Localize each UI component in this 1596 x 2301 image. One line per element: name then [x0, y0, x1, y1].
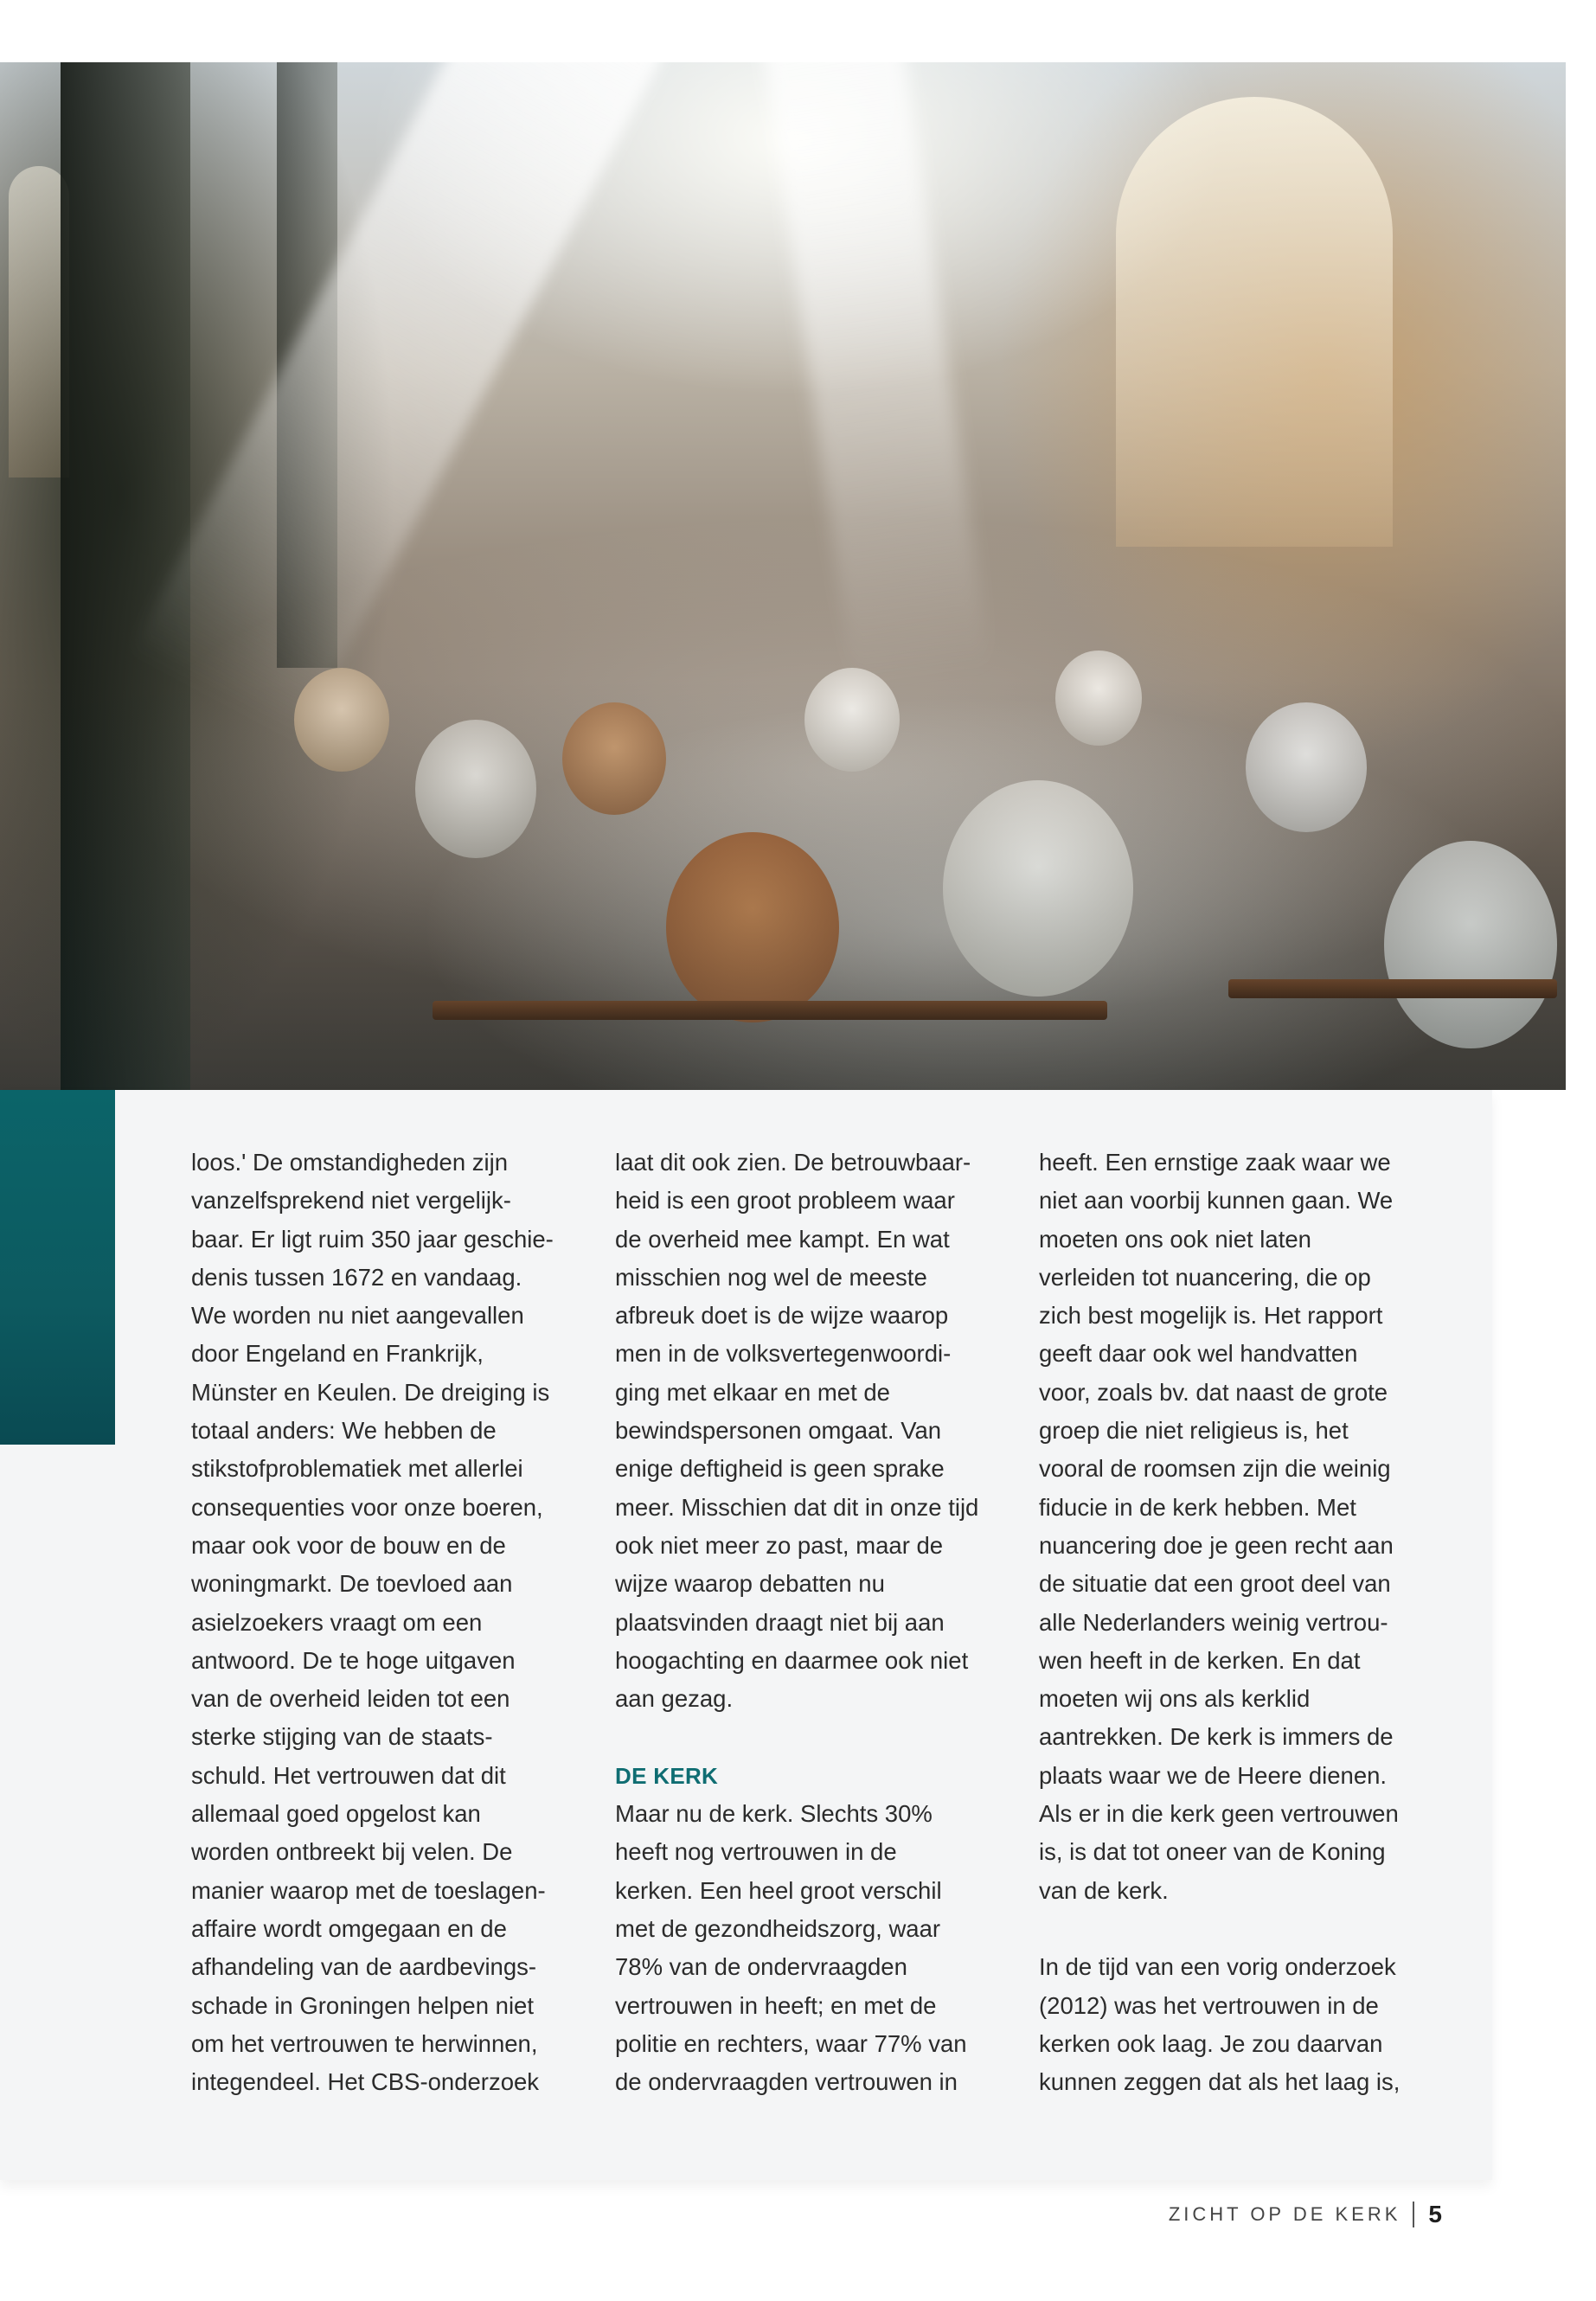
- section-heading: DE KERK: [615, 1762, 719, 1789]
- accent-bar: [0, 1090, 115, 1445]
- paragraph: heeft. Een ernstige zaak waar we niet aan voorbij kunnen gaan. We moeten ons ook niet laten verleiden tot nuancering, die op zich best mogelijk is. Het rapport geeft daar ook wel handvatten voor, zoals bv. dat naast de grote groep die niet religieus is, het vooral de roomsen zijn die weinig fiducie in de kerk hebben. Met nuancering doe je geen recht aan de situatie dat een groot deel van alle Nederlanders weinig vertrou- wen heeft in de kerken. En dat moeten wij ons als kerklid aantrekken. De kerk is immers de plaats waar we de Heere dienen. Als er in die kerk geen vertrouwen is, is dat tot oneer van de Koning van de kerk.: [1039, 1149, 1399, 1904]
- paragraph: Maar nu de kerk. Slechts 30% heeft nog vertrouwen in de kerken. Een heel groot verschil met de gezondheidszorg, waar 78% van de ondervraagden vertrouwen in heeft; en met de politie en rechters, waar 77% van de ondervraagden vertrouwen in: [615, 1800, 967, 2096]
- text-column-3: [1039, 1144, 1428, 2101]
- text-column-2: [615, 1144, 1004, 2101]
- magazine-title: ZICHT OP DE KERK: [1168, 2203, 1401, 2225]
- paragraph: laat dit ook zien. De betrouwbaar- heid is een groot probleem waar de overheid mee kampt. En wat misschien nog wel de meeste afbreuk doet is de wijze waarop men in de volksvertegenwoordi- ging met elkaar en met de bewindspersonen omgaat. Van enige deftigheid is geen sprake meer. Misschien dat dit in onze tijd ook niet meer zo past, maar de wijze waarop debatten nu plaatsvinden draagt niet bij aan hoogachting en daarmee ook niet aan gezag.: [615, 1149, 979, 1713]
- footer-divider: [1413, 2202, 1414, 2227]
- paragraph: loos.' De omstandigheden zijn vanzelfsprekend niet vergelijk- baar. Er ligt ruim 350 jaar geschie- denis tussen 1672 en vandaag. We worden nu niet aangevallen door Engeland en Frankrijk, Münster en Keulen. De dreiging is totaal anders: We hebben de stikstofproblematiek met allerlei consequenties voor onze boeren, maar ook voor de bouw en de woningmarkt. De toevloed aan asielzoekers vraagt om een antwoord. De te hoge uitgaven van de overheid leiden tot een sterke stijging van de staats- schuld. Het vertrouwen dat dit allemaal goed opgelost kan worden ontbreekt bij velen. De manier waarop met de toeslagen- affaire wordt omgegaan en de afhandeling van de aardbevings- schade in Groningen helpen niet om het vertrouwen te herwinnen, integendeel. Het CBS-onderzoek: [191, 1149, 554, 2096]
- page-footer: [1169, 2195, 1442, 2234]
- page-number: 5: [1428, 2201, 1442, 2227]
- paragraph: In de tijd van een vorig onderzoek (2012) was het vertrouwen in de kerken ook laag. Je zou daarvan kunnen zeggen dat als het laag is,: [1039, 1953, 1401, 2096]
- hero-photo: [0, 62, 1566, 1090]
- text-column-1: [191, 1144, 580, 2101]
